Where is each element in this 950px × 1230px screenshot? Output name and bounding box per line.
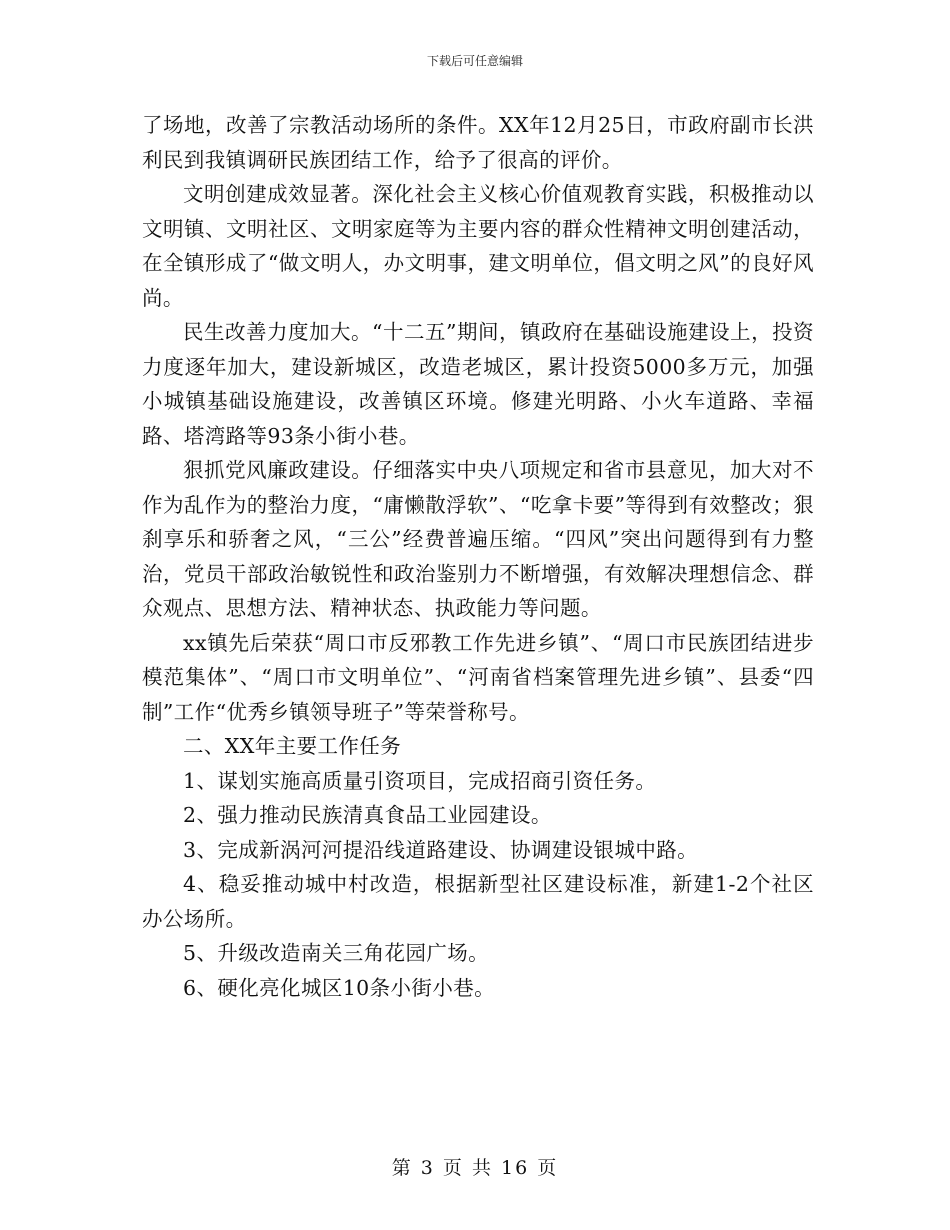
section-heading: 二、XX年主要工作任务 — [183, 734, 402, 758]
task-item: 6、硬化亮化城区10条小街小巷。 — [183, 975, 496, 1000]
paragraph-civilization: 文明创建成效显著。深化社会主义核心价值观教育实践，积极推动以文明镇、文明社区、文明家庭等为主要内容的群众性精神文明创建活动，在全镇形成了“做文明人，办文明事，建文明单位，倡文明之风”的良好风尚。 — [142, 182, 814, 310]
task-item: 1、谋划实施高质量引资项目，完成招商引资任务。 — [183, 768, 657, 793]
task-item: 4、稳妥推动城中村改造，根据新型社区建设标准，新建1-2个社区办公场所。 — [142, 872, 814, 931]
paragraph-honors: xx镇先后荣获“周口市反邪教工作先进乡镇”、“周口市民族团结进步模范集体”、“周口市文明单位”、“河南省档案管理先进乡镇”、县委“四制”工作“优秀乡镇领导班子”等荣誉称号。 — [142, 630, 814, 724]
paragraph-livelihood: 民生改善力度加大。“十二五”期间，镇政府在基础设施建设上，投资力度逐年加大，建设新城区，改造老城区，累计投资5000多万元，加强小城镇基础设施建设，改善镇区环境。修建光明路、小火车道路、幸福路、塔湾路等93条小街小巷。 — [142, 320, 814, 448]
page-number: 第 3 页 共 16 页 — [391, 1157, 559, 1179]
page-header: 下载后可任意编辑 — [426, 54, 523, 68]
document-body — [142, 108, 814, 1005]
task-item: 3、完成新涡河河提沿线道路建设、协调建设银城中路。 — [183, 837, 699, 862]
task-item: 5、升级改造南关三角花园广场。 — [183, 941, 490, 965]
paragraph-party-conduct: 狠抓党风廉政建设。仔细落实中央八项规定和省市县意见，加大对不作为乱作为的整治力度，“庸懒散浮软”、“吃拿卡要”等得到有效整改；狠刹享乐和骄奢之风，“三公”经费普遍压缩。“四风”突出问题得到有力整治，党员干部政治敏锐性和政治鉴别力不断增强，有效解决理想信念、群众观点、思想方法、精神状态、执政能力等问题。 — [142, 458, 814, 620]
task-item: 2、强力推动民族清真食品工业园建设。 — [183, 803, 552, 827]
paragraph-continuation: 了场地，改善了宗教活动场所的条件。XX年12月25日，市政府副市长洪利民到我镇调研民族团结工作，给予了很高的评价。 — [142, 113, 814, 172]
